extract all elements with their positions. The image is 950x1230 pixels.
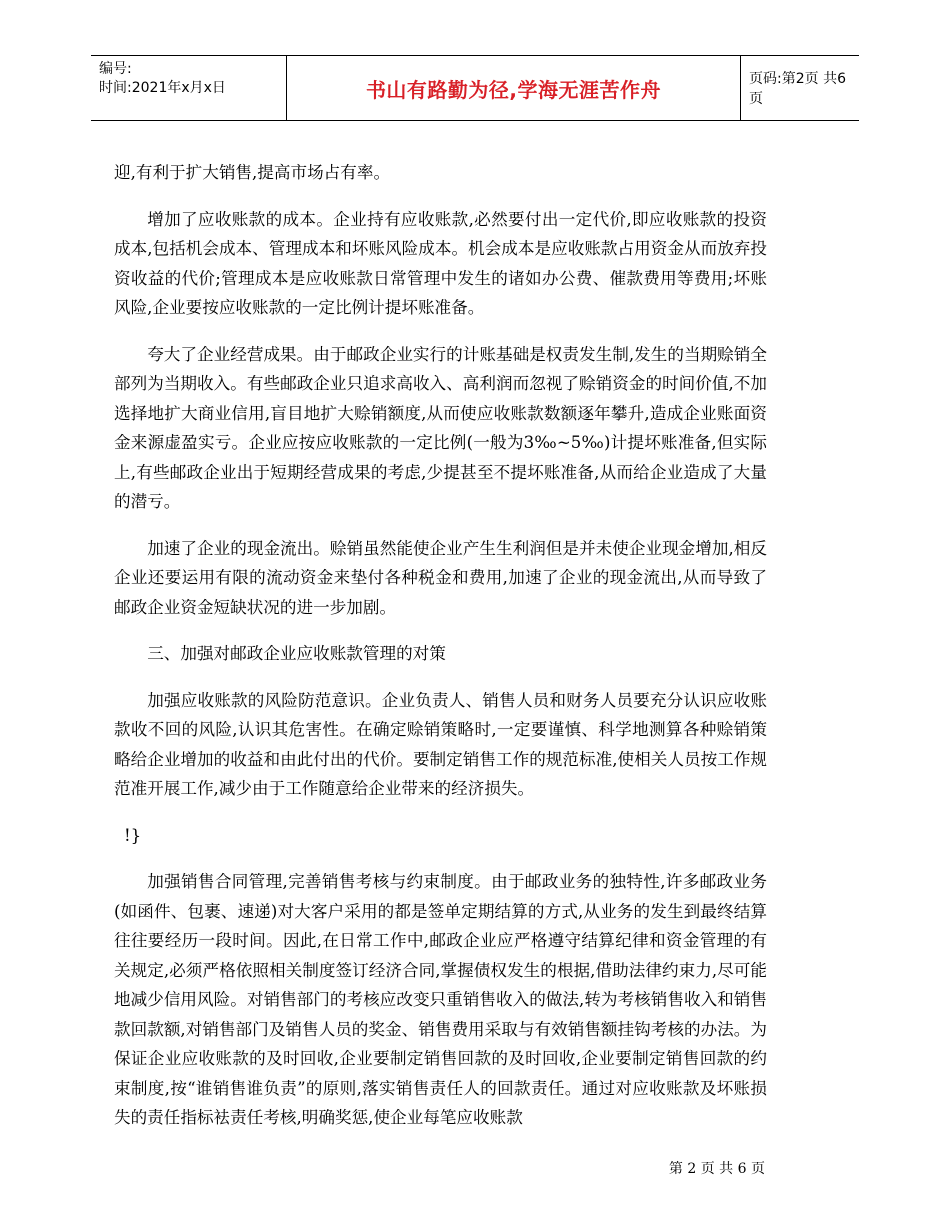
document-body <box>114 158 767 1150</box>
paragraph-contract-management: 加强销售合同管理,完善销售考核与约束制度。由于邮政业务的独特性,许多邮政业务(如函件、包裹、速递)对大客户采用的都是签单定期结算的方式,从业务的发生到最终结算往往要经历一段时间。因此,在日常工作中,邮政企业应严格遵守结算纪律和资金管理的有关规定,必须严格依照相关制度签订经济合同,掌握债权发生的根据,借助法律约束力,尽可能地减少信用风险。对销售部门的考核应改变只重销售收入的做法,转为考核销售收入和销售款回款额,对销售部门及销售人员的奖金、销售费用采取与有效销售额挂钩考核的办法。为保证企业应收账款的及时回收,企业要制定销售回款的及时回收,企业要制定销售回款的约束制度,按“谁销售谁负责”的原则,落实销售责任人的回款责任。通过对应收账款及坏账损失的责任指标袪责任考核,明确奖惩,使企业每笔应收账款 <box>114 872 767 1127</box>
section-heading-countermeasures: 三、加强对邮政企业应收账款管理的对策 <box>147 644 446 663</box>
document-time-label: 时间:2021年x月x日 <box>99 80 226 96</box>
header-meta <box>91 56 286 120</box>
paragraph-cash-outflow: 加速了企业的现金流出。赊销虽然能使企业产生生利润但是并未使企业现金增加,相反企业还要运用有限的流动资金来垫付各种税金和费用,加速了企业的现金流出,从而导致了邮政企业资金短缺状况的进一步加剧。 <box>114 538 767 617</box>
document-number-label: 编号: <box>99 61 132 77</box>
header-motto: 书山有路勤为径,学海无涯苦作舟 <box>286 56 741 120</box>
paragraph-receivable-cost: 增加了应收账款的成本。企业持有应收账款,必然要付出一定代价,即应收账款的投资成本,包括机会成本、管理成本和坏账风险成本。机会成本是应收账款占用资金从而放弃投资收益的代价;管理成本是应收账款日常管理中发生的诸如办公费、催款费用等费用;坏账风险,企业要按应收账款的一定比例计提坏账准备。 <box>114 209 767 317</box>
stray-mark: !} <box>123 825 142 845</box>
header-page-info: 页码:第2页 共6页 <box>749 71 846 107</box>
paragraph-risk-awareness: 加强应收账款的风险防范意识。企业负责人、销售人员和财务人员要充分认识应收账款收不回的风险,认识其危害性。在确定赊销策略时,一定要谨慎、科学地测算各种赊销策略给企业增加的收益和由此付出的代价。要制定销售工作的规范标准,使相关人员按工作规范准开展工作,减少由于工作随意给企业带来的经济损失。 <box>114 690 767 798</box>
page-footer: 第 2 页 共 6 页 <box>668 1161 765 1177</box>
page-header <box>91 55 859 121</box>
paragraph-exaggerated-results: 夸大了企业经营成果。由于邮政企业实行的计账基础是权责发生制,发生的当期赊销全部列为当期收入。有些邮政企业只追求高收入、高利润而忽视了赊销资金的时间价值,不加选择地扩大商业信用,盲目地扩大赊销额度,从而使应收账款数额逐年攀升,造成企业账面资金来源虚盈实亏。企业应按应收账款的一定比例(一般为3‰~5‰)计提坏账准备,但实际上,有些邮政企业出于短期经营成果的考虑,少提甚至不提坏账准备,从而给企业造成了大量的潜亏。 <box>114 344 767 511</box>
paragraph-continuation: 迎,有利于扩大销售,提高市场占有率。 <box>114 163 391 182</box>
